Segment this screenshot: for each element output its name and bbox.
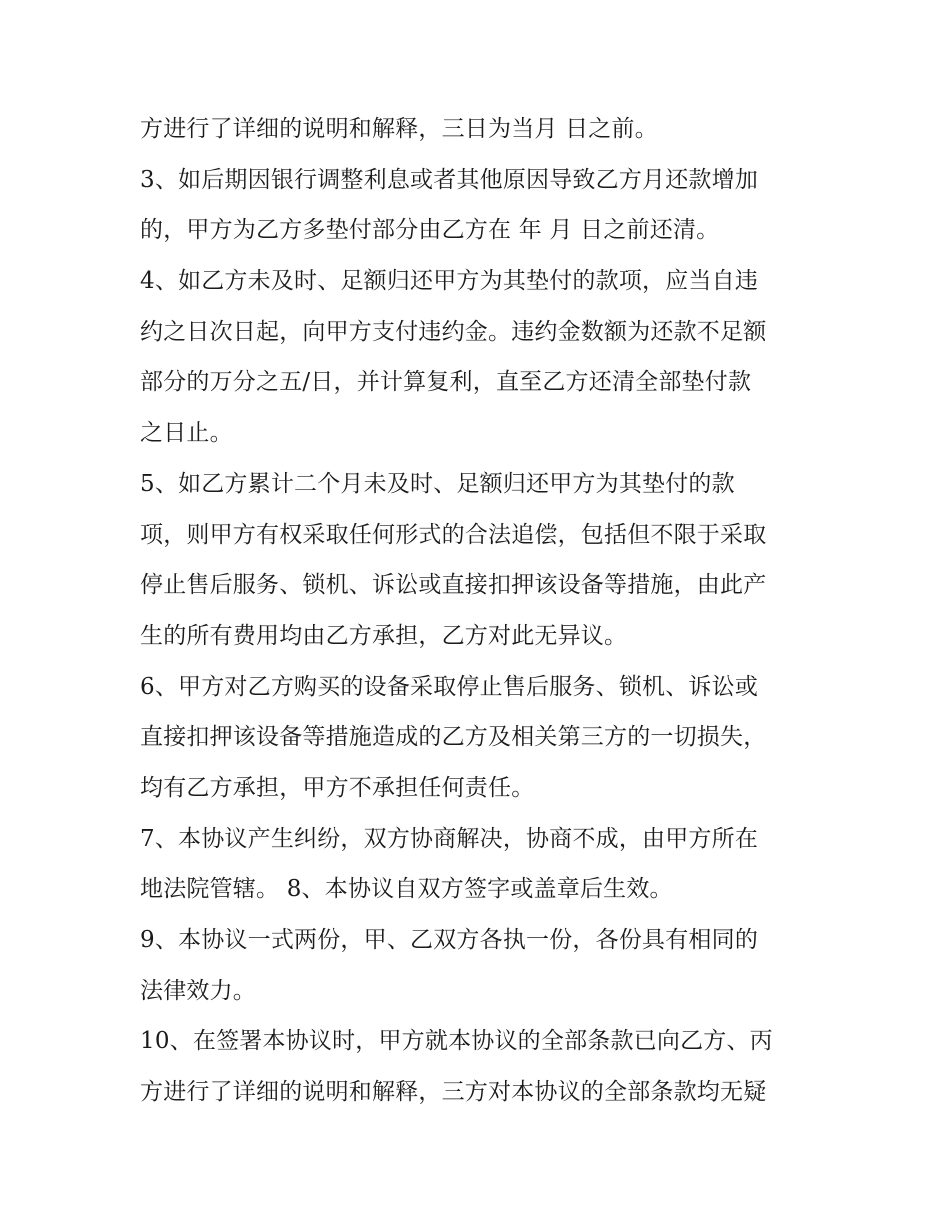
- text-line: 方进行了详细的说明和解释，三日为当月 日之前。: [140, 116, 658, 142]
- text-line: 5、如乙方累计二个月未及时、足额归还甲方为其垫付的款: [140, 470, 735, 497]
- document-body: [140, 104, 820, 1118]
- text-line: 约之日次日起，向甲方支付违约金。违约金数额为还款不足额: [140, 318, 767, 345]
- text-line: 部分的万分之五/日，并计算复利，直至乙方还清全部垫付款: [140, 369, 752, 396]
- text-line: 7、本协议产生纠纷，双方协商解决，协商不成，由甲方所在: [140, 825, 759, 852]
- text-line: 4、如乙方未及时、足额归还甲方为其垫付的款项，应当自违: [140, 268, 759, 295]
- text-line: 之日止。: [140, 420, 233, 447]
- text-line: 的，甲方为乙方多垫付部分由乙方在 年 月 日之前还清。: [140, 217, 720, 244]
- text-line: 生的所有费用均由乙方承担，乙方对此无异议。: [140, 622, 628, 649]
- text-line: 10、在签署本协议时，甲方就本协议的全部条款已向乙方、丙: [140, 1028, 773, 1055]
- text-line: 停止售后服务、锁机、诉讼或直接扣押该设备等措施，由此产: [140, 572, 767, 599]
- text-line: 地法院管辖。 8、本协议自双方签字或盖章后生效。: [140, 876, 673, 903]
- text-line: 6、甲方对乙方购买的设备采取停止售后服务、锁机、诉讼或: [140, 673, 759, 700]
- text-line: 方进行了详细的说明和解释，三方对本协议的全部条款均无疑: [140, 1079, 767, 1106]
- text-line: 法律效力。: [140, 977, 256, 1004]
- text-line: 均有乙方承担，甲方不承担任何责任。: [140, 774, 535, 801]
- text-line: 9、本协议一式两份，甲、乙双方各执一份，各份具有相同的: [140, 927, 759, 953]
- text-line: 项，则甲方有权采取任何形式的合法追偿，包括但不限于采取: [140, 521, 767, 548]
- text-line: 3、如后期因银行调整利息或者其他原因导致乙方月还款增加: [140, 166, 759, 193]
- text-line: 直接扣押该设备等措施造成的乙方及相关第三方的一切损失，: [140, 724, 767, 751]
